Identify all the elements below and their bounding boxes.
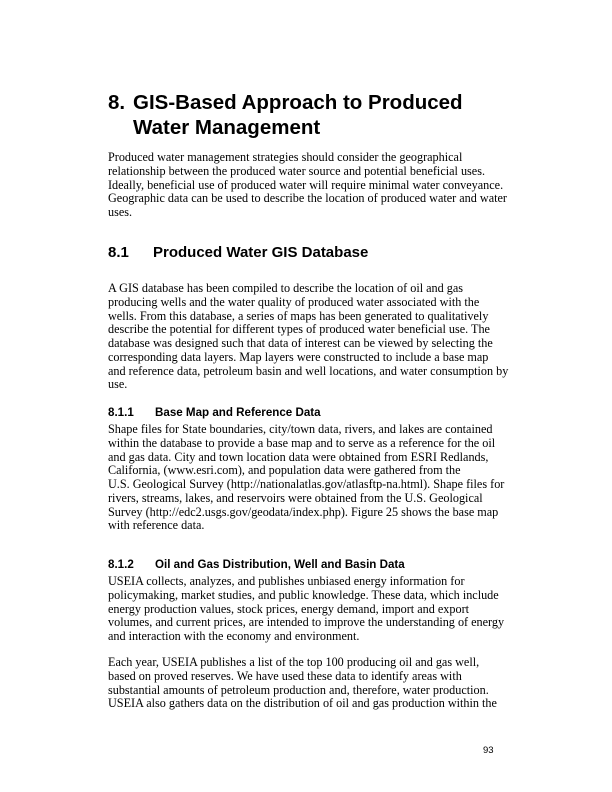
text-line: rivers, streams, lakes, and reservoirs were obtained from the U.S. Geological: [108, 490, 483, 505]
section-8-1-paragraph: [108, 282, 508, 392]
section-title: Produced Water GIS Database: [153, 244, 369, 261]
intro-paragraph: [108, 151, 507, 220]
chapter-title-line2: Water Management: [133, 116, 321, 139]
text-line: Ideally, beneficial use of produced water will require minimal water conveyance.: [108, 177, 504, 192]
chapter-number: 8.: [108, 91, 126, 114]
text-line: uses.: [108, 205, 133, 219]
text-line: corresponding data layers. Map layers were constructed to include a base map: [108, 349, 489, 364]
text-line: Produced water management strategies should consider the geographical: [108, 150, 463, 164]
text-line: use.: [108, 377, 128, 392]
section-heading-8-1-1: [108, 406, 321, 420]
text-line: database was designed such that data of interest can be viewed by selecting the: [108, 336, 493, 350]
text-line: USEIA collects, analyzes, and publishes unbiased energy information for: [108, 574, 465, 588]
text-line: USEIA also gathers data on the distribution of oil and gas production within the: [108, 696, 497, 711]
section-number: 8.1: [108, 244, 129, 261]
text-line: wells. From this database, a series of maps has been generated to qualitatively: [108, 308, 489, 323]
chapter-title-line1: GIS-Based Approach to Produced: [133, 91, 463, 114]
text-line: producing wells and the water quality of produced water associated with the: [108, 294, 480, 309]
chapter-title: [108, 90, 463, 140]
text-line: Geographic data can be used to describe the location of produced water and water: [108, 191, 507, 206]
text-line: within the database to provide a base map and to serve as a reference for the oil: [108, 435, 496, 450]
text-line: policymaking, market studies, and public knowledge. These data, which include: [108, 587, 499, 602]
text-line: and reference data, petroleum basin and well locations, and water consumption by: [108, 363, 509, 378]
text-line: A GIS database has been compiled to describe the location of oil and gas: [108, 281, 464, 295]
section-number: 8.1.1: [108, 406, 134, 419]
section-8-1-1-paragraph: [108, 423, 504, 533]
section-title: Base Map and Reference Data: [155, 406, 321, 419]
text-line: U.S. Geological Survey (http://nationalatlas.gov/atlasftp-na.html). Shape files for: [108, 477, 505, 491]
section-heading-8-1: [108, 244, 368, 262]
text-line: based on proved reserves. We have used these data to identify areas with: [108, 668, 462, 683]
page-number: 93: [483, 745, 494, 756]
text-line: and interaction with the economy and environment.: [108, 629, 360, 643]
text-line: Survey (http://edc2.usgs.gov/geodata/index.php). Figure 25 shows the base map: [108, 504, 499, 519]
section-heading-8-1-2: [108, 558, 405, 572]
text-line: substantial amounts of petroleum production and, therefore, water production.: [108, 682, 489, 697]
text-line: and gas data. City and town location data were obtained from ESRI Redlands,: [108, 449, 489, 464]
text-line: Shape files for State boundaries, city/town data, rivers, and lakes are contained: [108, 422, 493, 436]
text-line: volumes, and current prices, are intended to improve the understanding of energy: [108, 615, 505, 630]
section-title: Oil and Gas Distribution, Well and Basin Data: [155, 558, 405, 571]
section-8-1-2-paragraph-1: [108, 575, 504, 644]
text-line: describe the potential for different types of produced water beneficial use. The: [108, 322, 490, 337]
text-line: energy production values, stock prices, energy demand, import and export: [108, 601, 470, 616]
text-line: with reference data.: [108, 518, 205, 533]
text-line: Each year, USEIA publishes a list of the top 100 producing oil and gas well,: [108, 655, 480, 669]
section-number: 8.1.2: [108, 558, 134, 571]
text-line: relationship between the produced water source and potential beneficial uses.: [108, 163, 485, 178]
section-8-1-2-paragraph-2: [108, 656, 497, 711]
text-line: California, (www.esri.com), and population data were gathered from the: [108, 463, 461, 478]
